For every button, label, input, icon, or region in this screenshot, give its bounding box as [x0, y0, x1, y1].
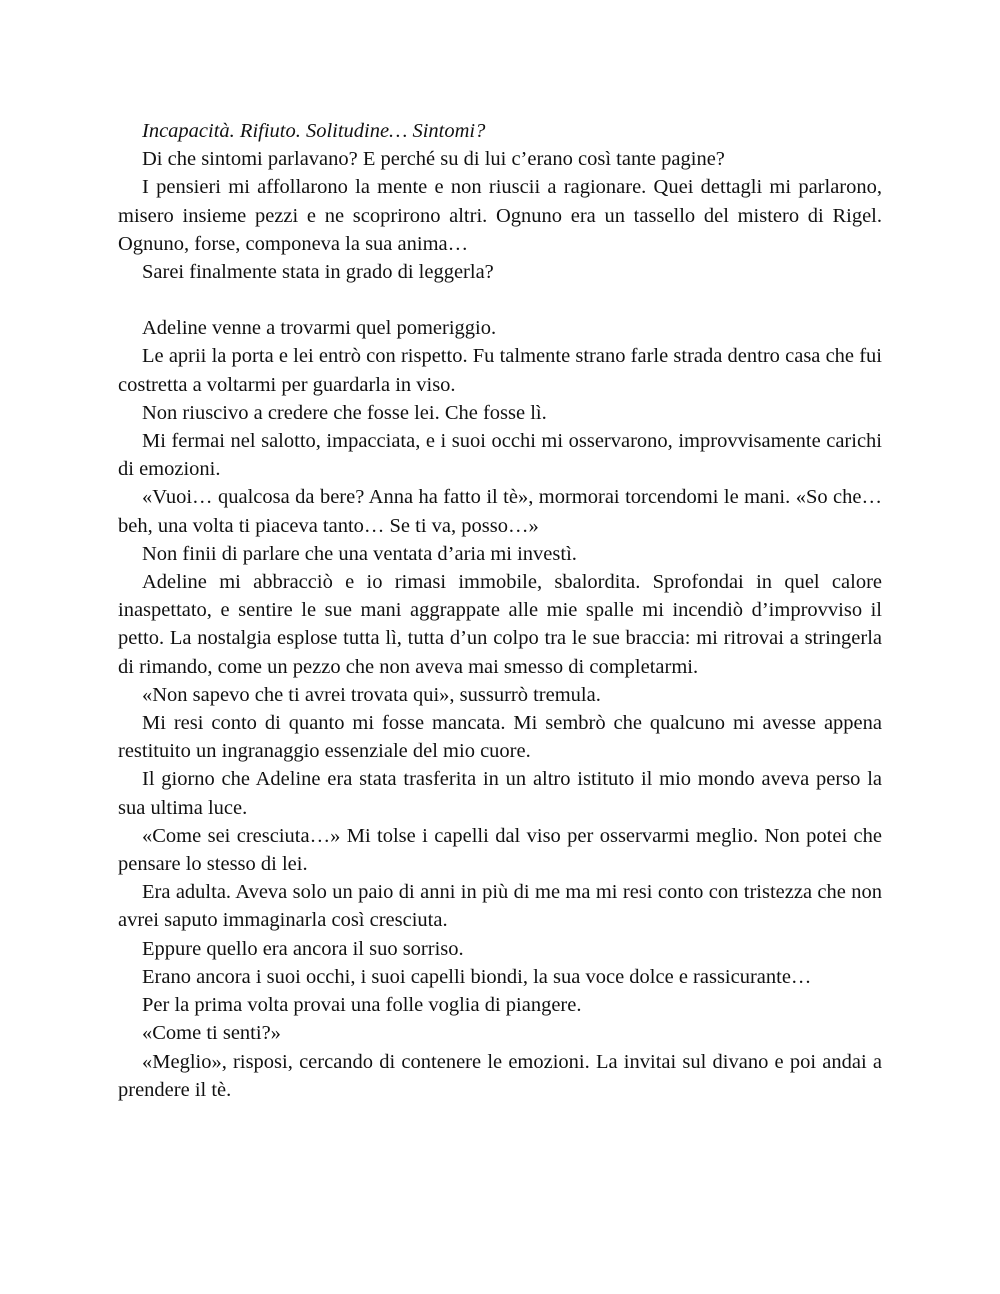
paragraph: Per la prima volta provai una folle voglia di piangere.	[142, 994, 582, 1017]
paragraph: Mi resi conto di quanto mi fosse mancata. Mi sembrò che qualcuno mi avesse appena restituito un ingranaggio essenziale del mio cuore.	[118, 712, 882, 763]
paragraph: Era adulta. Aveva solo un paio di anni in più di me ma mi resi conto con tristezza che non avrei saputo immaginarla così cresciuta.	[118, 881, 882, 932]
paragraph: «Vuoi… qualcosa da bere? Anna ha fatto il tè», mormorai torcendomi le mani. «So che… beh, una volta ti piaceva tanto… Se ti va, posso…»	[118, 486, 882, 537]
paragraph: Il giorno che Adeline era stata trasferita in un altro istituto il mio mondo aveva perso la sua ultima luce.	[118, 768, 882, 819]
paragraph: Le aprii la porta e lei entrò con rispetto. Fu talmente strano farle strada dentro casa che fui costretta a voltarmi per guardarla in viso.	[118, 345, 882, 396]
section-2	[118, 314, 882, 1104]
paragraph: Sarei finalmente stata in grado di leggerla?	[142, 261, 494, 284]
paragraph: Eppure quello era ancora il suo sorriso.	[142, 937, 464, 960]
paragraph: «Come sei cresciuta…» Mi tolse i capelli dal viso per osservarmi meglio. Non potei che pensare lo stesso di lei.	[118, 824, 882, 876]
paragraph: Di che sintomi parlavano? E perché su di lui c’erano così tante pagine?	[142, 148, 725, 171]
paragraph: «Come ti senti?»	[142, 1022, 281, 1045]
paragraph: I pensieri mi affollarono la mente e non riuscii a ragionare. Quei dettagli mi parlarono, misero insieme pezzi e ne scoprirono altri. Ognuno era un tassello del mistero di Rigel. Ognuno, forse, componeva la sua anima…	[118, 176, 882, 255]
paragraph: «Meglio», risposi, cercando di contenere le emozioni. La invitai sul divano e poi andai a prendere il tè.	[118, 1050, 882, 1101]
paragraph: Non riuscivo a credere che fosse lei. Che fosse lì.	[142, 401, 547, 424]
paragraph: Erano ancora i suoi occhi, i suoi capelli biondi, la sua voce dolce e rassicurante…	[142, 965, 812, 988]
section-1	[118, 117, 882, 286]
paragraph: «Non sapevo che ti avrei trovata qui», sussurrò tremula.	[142, 683, 601, 706]
paragraph: Adeline venne a trovarmi quel pomeriggio.	[142, 317, 497, 340]
paragraph: Non finii di parlare che una ventata d’aria mi investì.	[142, 542, 577, 565]
paragraph: Incapacità. Rifiuto. Solitudine… Sintomi?	[142, 120, 486, 142]
paragraph: Adeline mi abbracciò e io rimasi immobile, sbalordita. Sprofondai in quel calore inaspettato, e sentire le sue mani aggrappate alle mie spalle mi incendiò d’improvviso il petto. La nostalgia esplose tutta lì, tutta d’un colpo tra le sue braccia: mi ritrovai a stringerla di rimando, come un pezzo che non aveva mai smesso di completarmi.	[118, 571, 882, 678]
section-break	[118, 286, 882, 314]
paragraph: Mi fermai nel salotto, impacciata, e i suoi occhi mi osservarono, improvvisamente carichi di emozioni.	[118, 430, 882, 481]
document-page	[118, 117, 882, 1104]
